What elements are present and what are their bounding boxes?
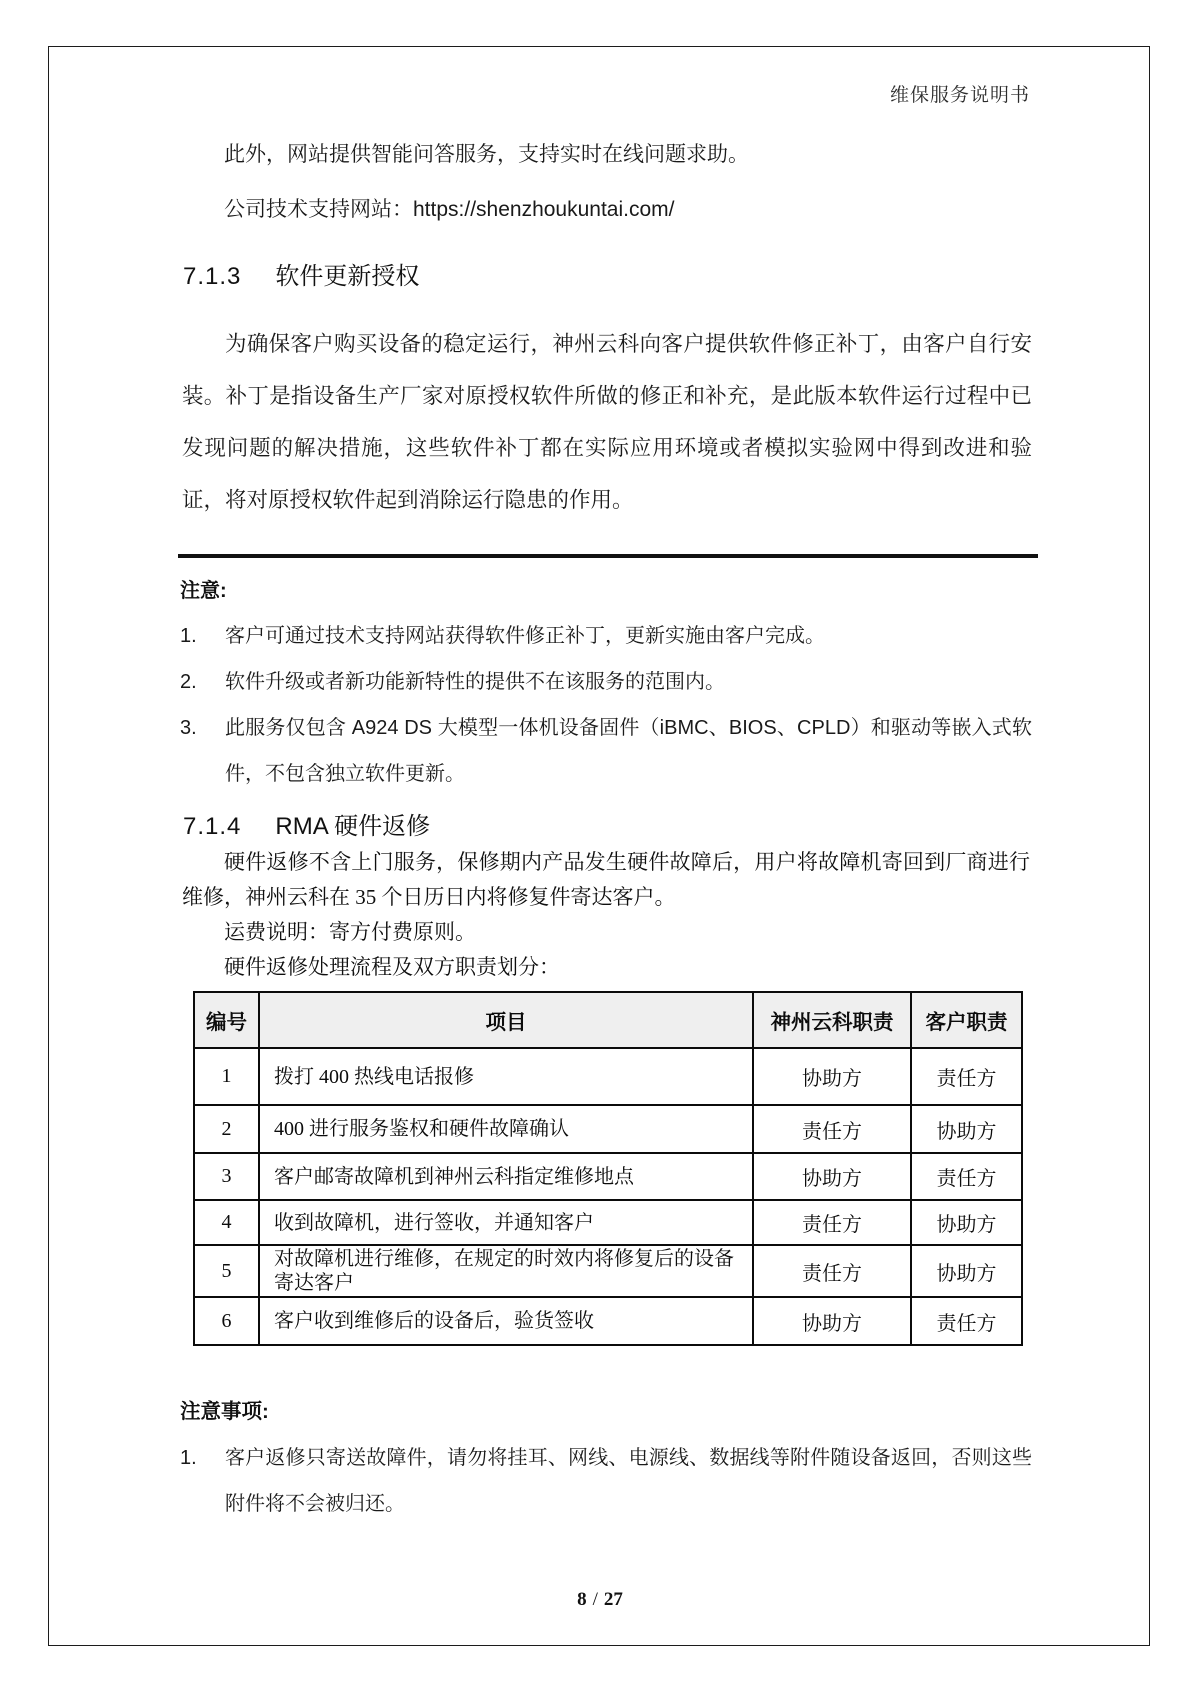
page-number-current: 8 [577, 1589, 587, 1610]
table-cell: 拨打 400 热线电话报修 [259, 1048, 753, 1105]
table-cell: 1 [194, 1048, 259, 1105]
table-cell: 6 [194, 1297, 259, 1345]
section-7-1-3-title: 软件更新授权 [275, 263, 420, 290]
page-number-total: 27 [603, 1589, 623, 1610]
list-item-number: 2. [180, 671, 197, 693]
table-cell: 协助方 [911, 1200, 1022, 1245]
list-item-text: 客户返修只寄送故障件，请勿将挂耳、网线、电源线、数据线等附件随设备返回，否则这些附件将不会被归还。 [225, 1447, 1032, 1515]
table-header-cell: 神州云科职责 [753, 992, 911, 1048]
notes-label: 注意事项: [180, 1400, 269, 1423]
intro-line-2 [182, 196, 1030, 224]
table-cell: 协助方 [753, 1153, 911, 1200]
table-cell: 400 进行服务鉴权和硬件故障确认 [259, 1105, 753, 1153]
table-cell: 收到故障机，进行签收，并通知客户 [259, 1200, 753, 1245]
table-row [194, 1297, 1022, 1345]
table-cell: 对故障机进行维修，在规定的时效内将修复后的设备寄达客户 [259, 1245, 753, 1297]
table-row [194, 1245, 1022, 1297]
table-cell: 责任方 [911, 1297, 1022, 1345]
section-7-1-3-heading [183, 256, 1031, 291]
table-row [194, 1048, 1022, 1105]
section-7-1-3-number: 7.1.3 [183, 263, 242, 290]
support-site-url[interactable]: https://shenzhoukuntai.com/ [413, 198, 675, 221]
notice-label: 注意: [180, 580, 227, 602]
section-7-1-3-body: 为确保客户购买设备的稳定运行，神州云科向客户提供软件修正补丁，由客户自行安装。补丁是指设备生产厂家对原授权软件所做的修正和补充，是此版本软件运行过程中已发现问题的解决措施，这些软件补丁都在实际应用环境或者模拟实验网中得到改进和验证，将对原授权软件起到消除运行隐患的作用。 [182, 332, 1032, 512]
rma-paragraph-line: 硬件返修处理流程及双方职责划分： [224, 955, 560, 979]
section-7-1-4-number: 7.1.4 [183, 813, 242, 840]
notice-item [180, 613, 1032, 659]
list-item-text: 客户可通过技术支持网站获得软件修正补丁，更新实施由客户完成。 [225, 625, 825, 647]
rma-paragraph-line: 维修，神州云科在 35 个日历日内将修复件寄达客户。 [182, 885, 676, 909]
table-cell: 责任方 [753, 1105, 911, 1153]
table-row [194, 1105, 1022, 1153]
notes-list [180, 1435, 1032, 1527]
intro-line-1: 此外，网站提供智能问答服务，支持实时在线问题求助。 [224, 143, 749, 166]
table-cell: 责任方 [911, 1048, 1022, 1105]
rma-paragraph-line: 硬件返修不含上门服务，保修期内产品发生硬件故障后，用户将故障机寄回到厂商进行 [224, 850, 1030, 874]
rma-paragraph-line: 运费说明：寄方付费原则。 [224, 920, 476, 944]
notice-divider-rule [178, 554, 1038, 558]
list-item-number: 1. [180, 1447, 197, 1469]
table-cell: 责任方 [911, 1153, 1022, 1200]
rma-intro-paragraph [182, 845, 1030, 985]
notice-item [180, 659, 1032, 705]
table-row [194, 1153, 1022, 1200]
list-item-number: 3. [180, 717, 197, 739]
table-header-cell: 客户职责 [911, 992, 1022, 1048]
table-cell: 5 [194, 1245, 259, 1297]
table-header-row [194, 992, 1022, 1048]
table-cell: 2 [194, 1105, 259, 1153]
page-footer [48, 1589, 1152, 1611]
support-site-label: 公司技术支持网站： [224, 198, 413, 221]
list-item-text: 此服务仅包含 A924 DS 大模型一体机设备固件（iBMC、BIOS、CPLD）和驱动等嵌入式软件，不包含独立软件更新。 [225, 717, 1032, 785]
rma-process-table [193, 991, 1023, 1346]
table-cell: 责任方 [753, 1245, 911, 1297]
table-header-cell: 编号 [194, 992, 259, 1048]
table-header-cell: 项目 [259, 992, 753, 1048]
table-cell: 协助方 [911, 1245, 1022, 1297]
notes-item [180, 1435, 1032, 1527]
table-cell: 客户邮寄故障机到神州云科指定维修地点 [259, 1153, 753, 1200]
table-cell: 协助方 [911, 1105, 1022, 1153]
table-cell: 协助方 [753, 1048, 911, 1105]
page-number-separator: / [592, 1589, 598, 1610]
list-item-text: 软件升级或者新功能新特性的提供不在该服务的范围内。 [225, 671, 725, 693]
section-7-1-4-heading [183, 806, 1031, 841]
notice-item [180, 705, 1032, 797]
doc-header-title: 维保服务说明书 [889, 85, 1030, 106]
table-cell: 责任方 [753, 1200, 911, 1245]
section-7-1-4-title: RMA 硬件返修 [275, 813, 431, 840]
table-row [194, 1200, 1022, 1245]
table-cell: 4 [194, 1200, 259, 1245]
table-cell: 协助方 [753, 1297, 911, 1345]
table-cell: 客户收到维修后的设备后，验货签收 [259, 1297, 753, 1345]
table-cell: 3 [194, 1153, 259, 1200]
notice-list [180, 613, 1032, 797]
list-item-number: 1. [180, 625, 197, 647]
